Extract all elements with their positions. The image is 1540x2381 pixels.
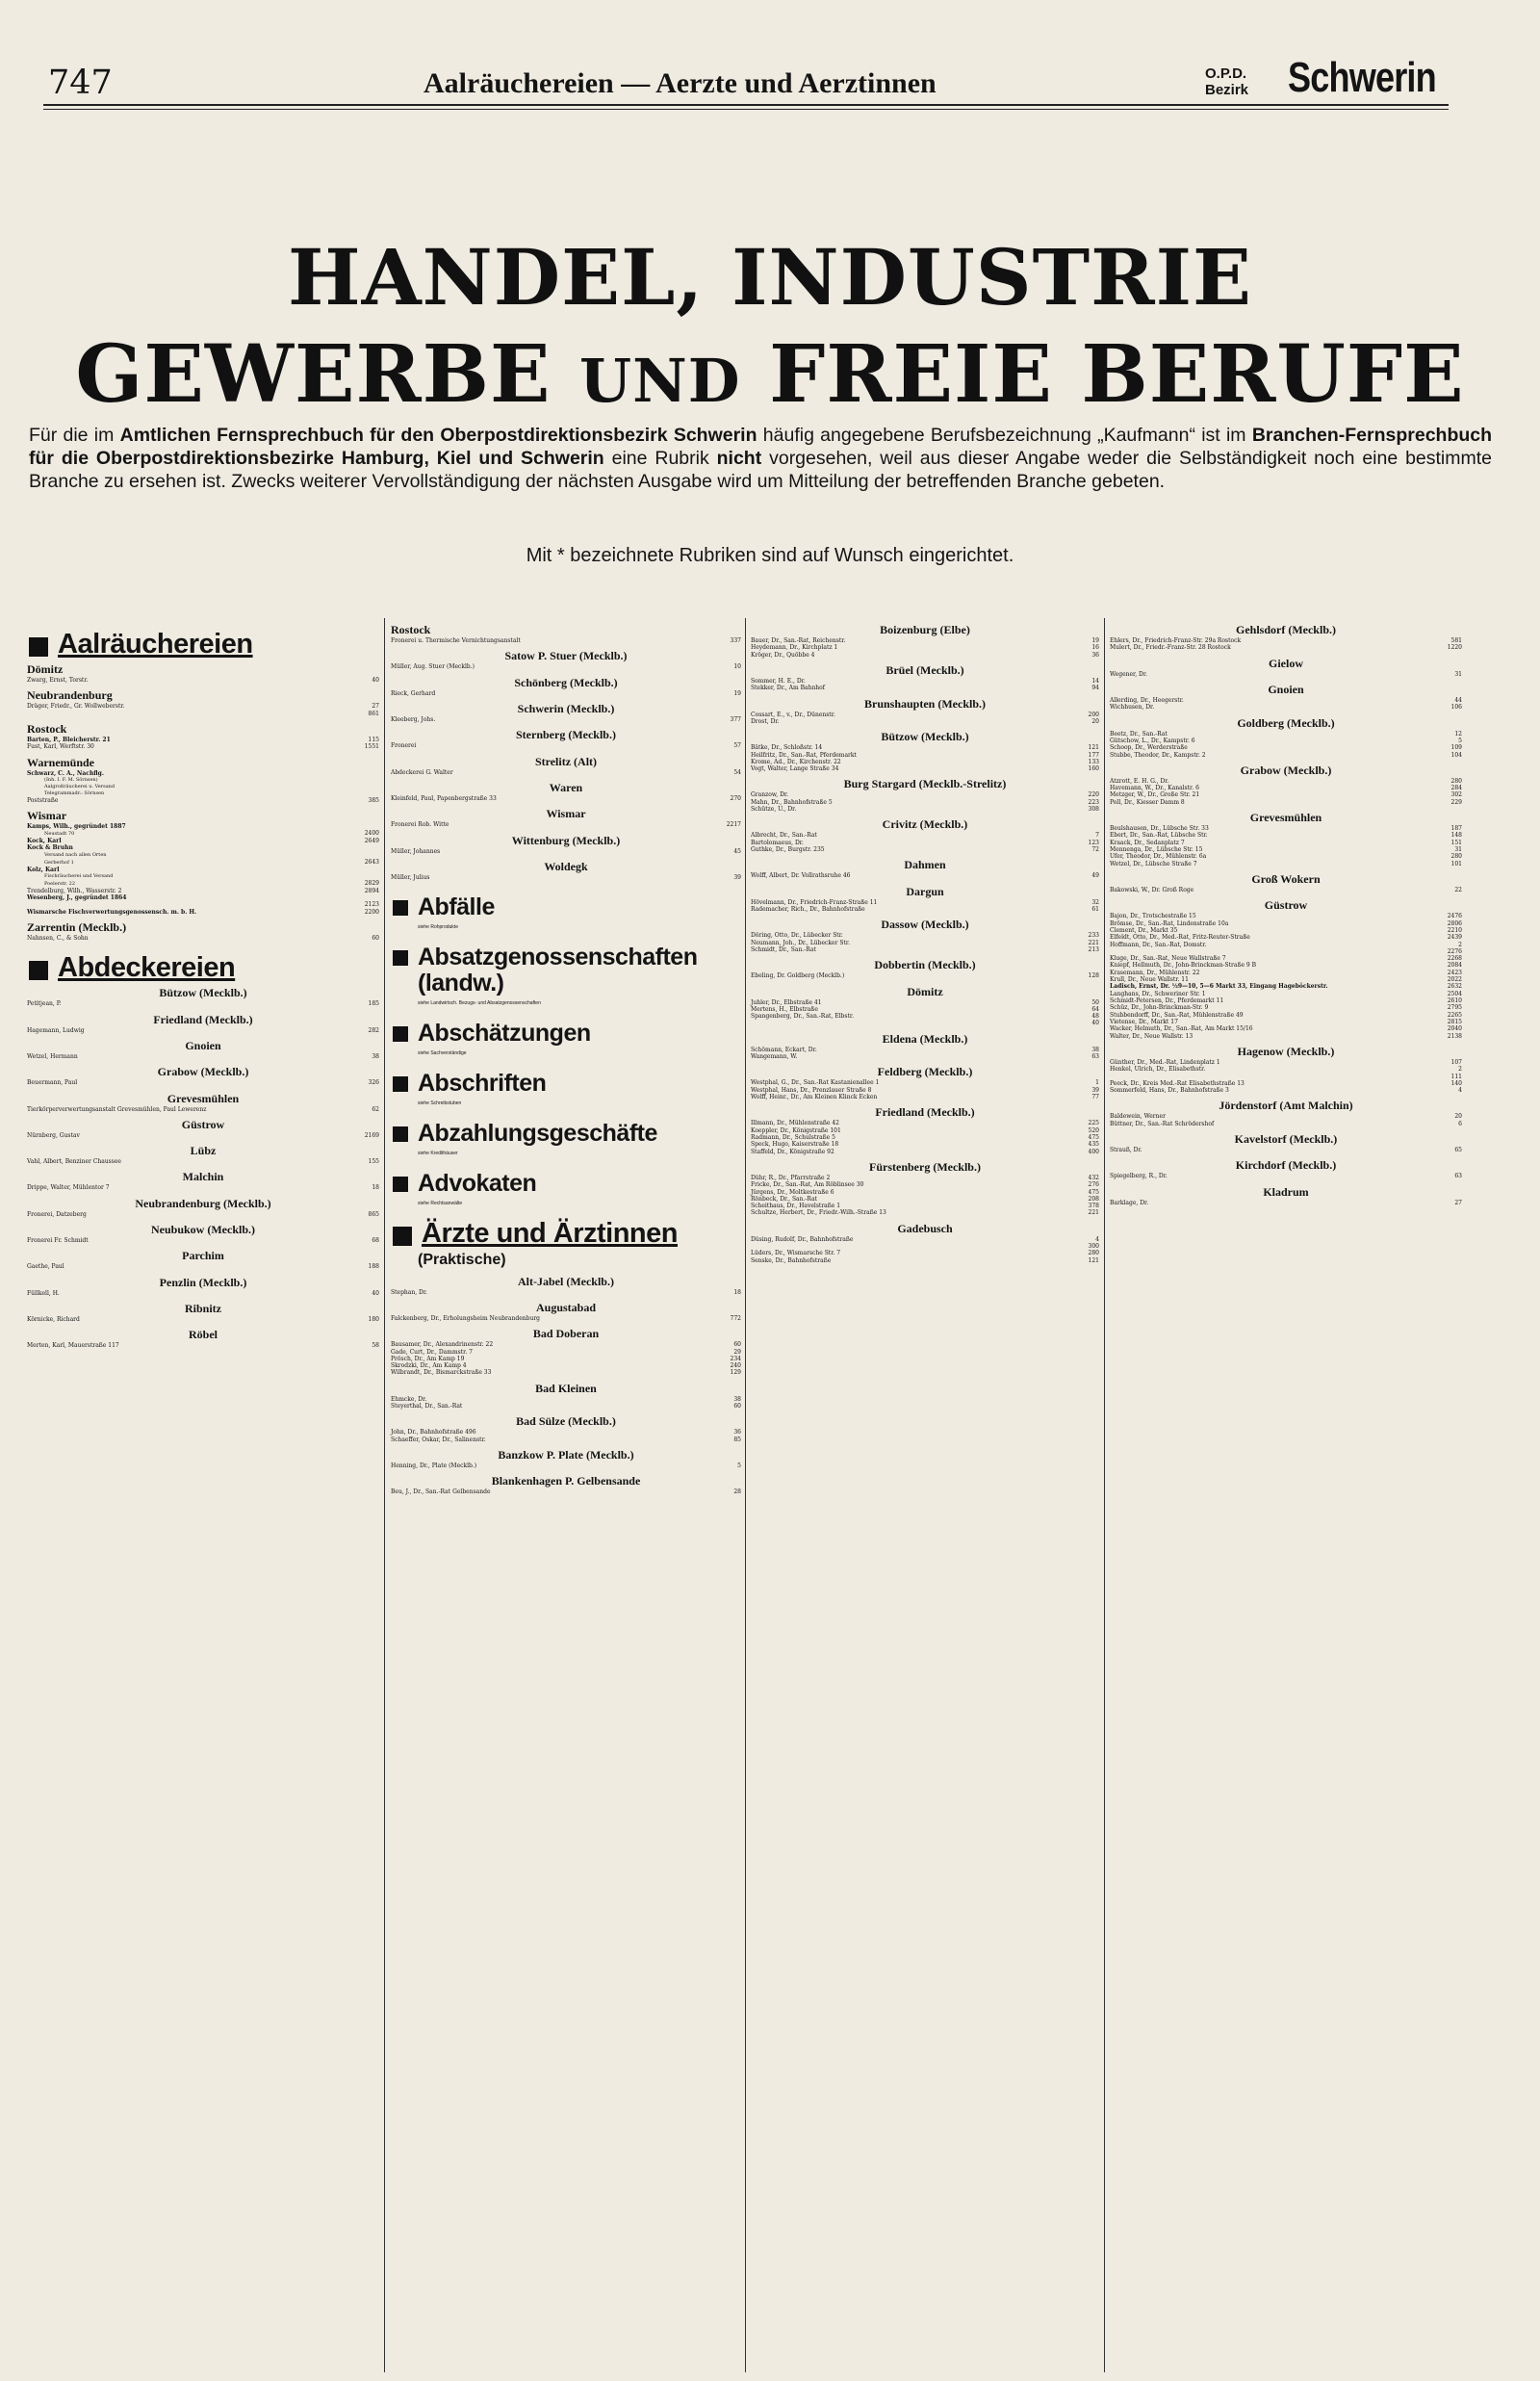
list-item: Körnicke, Richard 180 (27, 1316, 379, 1323)
list-item: Poststraße 385 (27, 796, 379, 804)
list-item: Vahl, Albert, Benziner Chaussee 155 (27, 1158, 379, 1166)
list-item: Metzger, W., Dr., Große Str. 21 302 (1110, 791, 1462, 799)
list-item: Fronerei u. Thermische Vernichtungsanstalt 337 (391, 637, 741, 644)
column-rule (1104, 618, 1105, 2372)
city-heading: Rostock (391, 623, 431, 636)
city-heading: Güstrow (1264, 898, 1308, 913)
list-item: Hoffmann, Dr., San.-Rat, Domstr. 2 (1110, 941, 1462, 948)
list-item: Kröger, Dr., Quöbbe 4 36 (751, 651, 1099, 659)
list-item: Vietense, Dr., Markt 17 2815 (1110, 1018, 1462, 1025)
list-item: Kleeberg, Johs. 377 (391, 715, 741, 723)
list-item: Strauß, Dr. 65 (1110, 1147, 1462, 1154)
section-heading: Abschätzungen (391, 1021, 741, 1047)
city-heading: Dobbertin (Mecklb.) (874, 958, 976, 972)
city-heading: Ribnitz (184, 1302, 221, 1315)
list-item: Skrodzki, Dr., Am Kamp 4 240 (391, 1362, 741, 1370)
list-item: Wetzel, Hermann 38 (27, 1052, 379, 1060)
list-item: Barklage, Dr. 27 (1110, 1199, 1462, 1206)
city-heading: Feldberg (Mecklb.) (877, 1065, 973, 1079)
see-also: siehe Landwirtsch. Bezugs- und Absatzgenossenschaften (418, 1000, 541, 1007)
city-heading: Friedland (Mecklb.) (153, 1012, 253, 1026)
list-item: Rieck, Gerhard 19 (391, 689, 741, 697)
list-item: Bajon, Dr., Trotschestraße 15 2476 (1110, 913, 1462, 920)
list-item: Zwarg, Ernst, Torstr. 40 (27, 677, 379, 684)
list-item: Beulshausen, Dr., Lübsche Str. 33 187 (1110, 825, 1462, 833)
city-heading: Boizenburg (Elbe) (880, 623, 970, 636)
list-item: Gade, Curt, Dr., Dammstr. 7 29 (391, 1348, 741, 1356)
list-item: Dräger, Friedr., Gr. Wollweberstr. 27 (27, 703, 379, 711)
list-item: Müller, Julius 39 (391, 873, 741, 881)
column-rule (384, 618, 385, 2372)
list-item: Beetz, Dr., San.-Rat 12 (1110, 730, 1462, 738)
list-item: 111 (1450, 1073, 1462, 1080)
list-item: Poelerstr. 22 2829 (44, 879, 379, 887)
list-item: Fronerei 57 (391, 742, 741, 750)
intro-paragraph: Für die im Amtlichen Fernsprechbuch für den Oberpostdirektionsbezirk Schwerin häufig angegebene Berufsbezeichnung „Kaufmann“ ist im Branchen-Fernsprechbuch für die Oberpostdirektionsbezirke Hamburg, Kiel und Schwerin eine Rubrik nicht vorgesehen, weil aus dieser Angabe weder die Selbständigkeit noch eine bestimmte Branche zu ersehen ist. Zwecks weiterer Vervollständigung der nächsten Ausgabe wird um Mitteilung der betreffenden Branche gebeten. (29, 425, 1493, 492)
list-item: Langhans, Dr., Schweriner Str. 1 2504 (1110, 990, 1462, 997)
list-item: Allerding, Dr., Heegerstr. 44 (1110, 696, 1462, 704)
section-heading: Ärzte und Ärztinnen (391, 1221, 741, 1247)
list-item: Gütschow, L., Dr., Kampstr. 6 5 (1110, 737, 1462, 744)
column-rule (745, 618, 746, 2372)
list-item: Wismarsche Fischverwertungsgenossensch. m. b. H. 2200 (27, 908, 379, 916)
city-heading: Strelitz (Alt) (534, 754, 598, 768)
list-item: Sommer, H. E., Dr. 14 (751, 677, 1099, 685)
list-item: Heydemann, Dr., Kirchplatz 1 16 (751, 644, 1099, 652)
list-item: Stekker, Dr., Am Bahnhof 94 (751, 685, 1099, 692)
column-4 (1110, 618, 1462, 2375)
city-heading: Blankenhagen P. Gelbensande (491, 1474, 641, 1488)
list-item: Peeck, Dr., Kreis Med.-Rat Elisabethstraße 13 140 (1110, 1079, 1462, 1087)
city-heading: Dahmen (904, 858, 946, 872)
city-heading: Schwerin (Mecklb.) (517, 701, 615, 715)
city-heading: Hagenow (Mecklb.) (1237, 1044, 1335, 1058)
list-item: Schüz, Dr., John-Brinckman-Str. 9 2795 (1110, 1004, 1462, 1012)
list-item: Müller, Aug. Stuer (Mecklb.) 10 (391, 663, 741, 671)
bullet-square-icon (393, 1026, 408, 1042)
header-rule (43, 104, 1449, 106)
list-item: Spiegelberg, R., Dr. 63 (1110, 1173, 1462, 1180)
bullet-square-icon (29, 637, 48, 657)
see-also: siehe Kredithäuser (418, 1150, 458, 1156)
city-heading: Eldena (Mecklb.) (882, 1031, 968, 1046)
list-item: Büttner, Dr., San.-Rat Schrödershof 6 (1110, 1120, 1462, 1127)
city-heading: Grevesmühlen (1249, 811, 1322, 825)
list-item: Spangenberg, Dr., San.-Rat, Elbstr. 48 (751, 1013, 1099, 1021)
list-item: Scheithaus, Dr., Havelstraße 1 378 (751, 1203, 1099, 1210)
city-heading: Warnemünde (27, 755, 95, 769)
city-heading: Dömitz (27, 662, 64, 676)
see-also: siehe Rohprodukte (418, 924, 458, 931)
bullet-square-icon (393, 1126, 408, 1142)
city-heading: Malchin (182, 1170, 224, 1184)
list-item: 40 (1091, 1020, 1099, 1027)
city-heading: Dömitz (907, 984, 943, 998)
list-item: Illmann, Dr., Mühlenstraße 42 225 (751, 1120, 1099, 1127)
list-item: Atzrott, E. H. G., Dr. 280 (1110, 777, 1462, 785)
city-heading: Dargun (906, 884, 944, 898)
list-item: Westphal, G., Dr., San.-Rat Kastanienallee 1 1 (751, 1079, 1099, 1087)
list-item: Petitjean, P. 185 (27, 1000, 379, 1008)
section-heading: Absatzgenossenschaften (landw.) (391, 945, 741, 996)
list-item: Fronerei, Datzeberg 865 (27, 1210, 379, 1218)
city-heading: Gehlsdorf (Mecklb.) (1236, 623, 1336, 636)
list-item: Jürgens, Dr., Moltkestraße 6 475 (751, 1188, 1099, 1196)
city-heading: Gnoien (185, 1038, 221, 1052)
list-item: 2123 (364, 901, 379, 909)
list-item: Prösch, Dr., Am Kamp 19 234 (391, 1355, 741, 1362)
bullet-square-icon (393, 1177, 408, 1192)
list-item: Vogt, Walter, Lange Straße 34 160 (751, 765, 1099, 773)
list-item: Kraack, Dr., Sedanplatz 7 151 (1110, 839, 1462, 846)
list-item: Stephan, Dr. 18 (391, 1288, 741, 1296)
section-heading: Abdeckereien (27, 955, 379, 981)
list-item: Trendelburg, Wilh., Wasserstr. 2 2894 (27, 887, 379, 894)
city-heading: Röbel (189, 1328, 218, 1342)
list-item: Koeppler, Dr., Königstraße 101 520 (751, 1126, 1099, 1134)
list-item: Fronerei Rob. Witte 2217 (391, 821, 741, 829)
city-heading: Bad Kleinen (535, 1381, 597, 1395)
list-item: Kock, Karl 2649 (27, 838, 379, 845)
city-heading: Grabow (Mecklb.) (1240, 763, 1332, 777)
section-heading: Abschriften (391, 1071, 741, 1097)
list-item: Abdeckerei G. Walter 54 (391, 768, 741, 776)
city-heading: Jördenstorf (Amt Malchin) (1219, 1099, 1353, 1113)
list-item: Schmidt-Petersen, Dr., Pferdemarkt 11 2610 (1110, 997, 1462, 1004)
list-item: Hövelmann, Dr., Friedrich-Franz-Straße 11 32 (751, 898, 1099, 906)
bullet-square-icon (393, 1227, 412, 1246)
list-item: Bätke, Dr., Schloßstr. 14 121 (751, 744, 1099, 752)
section-heading: Advokaten (391, 1171, 741, 1197)
list-item: Bausamer, Dr., Alexandrinenstr. 22 60 (391, 1341, 741, 1349)
asterisk-note: Mit * bezeichnete Rubriken sind auf Wunsch eingerichtet. (526, 545, 1014, 566)
city-heading: Sternberg (Mecklb.) (516, 728, 616, 742)
list-item: Kniepf, Hellmuth, Dr., John-Brinckman-Straße 9 B 2084 (1110, 962, 1462, 970)
list-item: Beuermann, Paul 326 (27, 1079, 379, 1087)
list-item: Kluge, Dr., San.-Rat, Neue Wallstraße 7 2268 (1110, 955, 1462, 963)
list-item: Henkel, Ulrich, Dr., Elisabethstr. 2 (1110, 1066, 1462, 1074)
list-item: Wangemann, W. 63 (751, 1053, 1099, 1061)
list-item: Kleinfeld, Paul, Papenbergstraße 33 270 (391, 794, 741, 802)
list-item: Schwarz, C. A., Nachflg. (27, 769, 104, 777)
list-item: Ehmcke, Dr. 38 (391, 1395, 741, 1403)
list-item: Neustadt 70 2400 (44, 830, 379, 838)
city-heading: Rostock (27, 721, 67, 736)
list-item: Wolff, Albert, Dr. Vollrathsruhe 46 49 (751, 872, 1099, 880)
see-also: siehe Rechtsanwälte (418, 1200, 463, 1206)
section-heading: Abzahlungsgeschäfte (391, 1121, 741, 1147)
list-item: Wolff, Heinr., Dr., Am Kleinen Klinck Ecken 77 (751, 1094, 1099, 1100)
column-3 (751, 618, 1099, 2375)
city-heading: Friedland (Mecklb.) (875, 1105, 975, 1120)
list-item: Dühr, R., Dr., Pfarrstraße 2 432 (751, 1174, 1099, 1181)
city-heading: Parchim (182, 1249, 224, 1263)
city-heading: Penzlin (Mecklb.) (159, 1275, 247, 1289)
list-item: Schoop, Dr., Werderstraße 109 (1110, 744, 1462, 752)
city-heading: Wismar (27, 808, 67, 822)
list-item: 861 (368, 710, 379, 717)
header-rule-thin (43, 109, 1449, 110)
list-item: Fricke, Dr., San.-Rat, Am Röblinsee 30 276 (751, 1181, 1099, 1189)
section-heading: Abfälle (391, 894, 741, 920)
list-item: 2276 (1447, 947, 1462, 955)
list-item: Schaeffer, Oskar, Dr., Salinenstr. 85 (391, 1436, 741, 1443)
list-item: Gaethe, Paul 188 (27, 1263, 379, 1271)
city-heading: Kavelstorf (Mecklb.) (1234, 1132, 1338, 1147)
list-item: Fronerei Fr. Schmidt 68 (27, 1237, 379, 1245)
see-also: siehe Schreibstuben (418, 1100, 462, 1106)
list-item: Barten, P., Bleicherstr. 21 115 (27, 736, 379, 743)
list-item: Wilbrandt, Dr., Bismarckstraße 33 129 (391, 1369, 741, 1377)
section-subheading: (Praktische) (418, 1251, 506, 1268)
city-heading: Gadebusch (897, 1221, 953, 1235)
list-item: Mennenga, Dr., Lübsche Str. 15 31 (1110, 846, 1462, 853)
city-heading: Zarrentin (Mecklb.) (27, 919, 127, 934)
list-item: Radmann, Dr., Schulstraße 5 475 (751, 1133, 1099, 1141)
list-item: Staffeld, Dr., Königstraße 92 400 (751, 1148, 1099, 1155)
city-heading: Fürstenberg (Mecklb.) (869, 1159, 981, 1174)
list-item: Wetzel, Dr., Lübsche Straße 7 101 (1110, 860, 1462, 867)
list-item: Heilfritz, Dr., San.-Rat, Pferdemarkt 177 (751, 751, 1099, 759)
list-item: Kamps, Wilh., gegründet 1887 (27, 822, 126, 830)
list-item: Drost, Dr. 20 (751, 717, 1099, 725)
city-heading: Bad Doberan (532, 1327, 600, 1341)
bullet-square-icon (393, 900, 408, 916)
list-item: Ehlers, Dr., Friedrich-Franz-Str. 29a Rostock 581 (1110, 637, 1462, 644)
running-header (0, 0, 1540, 114)
list-item: Cossart, E., v., Dr., Dünenstr. 200 (751, 711, 1099, 718)
list-item: Baldewein, Werner 20 (1110, 1113, 1462, 1121)
bullet-square-icon (29, 961, 48, 980)
city-heading: Gnoien (1268, 682, 1304, 696)
city-heading: Grabow (Mecklb.) (157, 1065, 249, 1079)
city-heading: Bad Sülze (Mecklb.) (516, 1414, 616, 1429)
list-item: Steyerthal, Dr., San.-Rat 60 (391, 1403, 741, 1410)
city-heading: Bützow (Mecklb.) (159, 986, 247, 1000)
city-heading: Güstrow (181, 1117, 225, 1131)
list-item: Wegener, Dr. 31 (1110, 670, 1462, 678)
list-item: Beu, J., Dr., San.-Rat Gelbensande 28 (391, 1488, 741, 1496)
list-item: Günther, Dr., Med.-Rat, Lindenplatz 1 107 (1110, 1058, 1462, 1066)
list-item: Brömse, Dr., San.-Rat, Lindenstraße 10a 2806 (1110, 919, 1462, 927)
list-item: 300 (1088, 1243, 1099, 1251)
page-number: 747 (48, 64, 113, 102)
city-heading: Brunshaupten (Mecklb.) (863, 696, 987, 711)
city-heading: Schönberg (Mecklb.) (514, 675, 618, 689)
city-heading: Neubukow (Mecklb.) (150, 1223, 255, 1237)
list-item: John, Dr., Bahnhofstraße 496 36 (391, 1429, 741, 1436)
list-item: Ufer, Theodor, Dr., Mühlenstr. 6a 280 (1110, 853, 1462, 861)
list-item: Drippe, Walter, Mühlentor 7 18 (27, 1184, 379, 1192)
list-item: Hagemann, Ludwig 282 (27, 1026, 379, 1034)
bullet-square-icon (393, 1076, 408, 1092)
list-item: Krasemann, Dr., Mühlenstr. 22 2423 (1110, 969, 1462, 976)
list-item: Schütze, U., Dr. 308 (751, 806, 1099, 814)
list-item: Schmidt, Dr., San.-Rat 213 (751, 945, 1099, 953)
city-heading: Goldberg (Mecklb.) (1237, 715, 1335, 730)
main-headline: HANDEL, INDUSTRIE GEWERBE UND FREIE BERUFE (75, 232, 1465, 421)
list-item: Merten, Karl, Mauerstraße 117 58 (27, 1342, 379, 1350)
list-item: Fust, Karl, Werftstr. 30 1551 (27, 743, 379, 751)
list-item: Speck, Hugo, Kaiserstraße 18 435 (751, 1141, 1099, 1149)
list-item: Granzow, Dr. 220 (751, 791, 1099, 799)
list-item: Stubbendorff, Dr., San.-Rat, Mühlenstraße 49 2265 (1110, 1011, 1462, 1019)
city-heading: Wismar (546, 807, 586, 821)
district-label: O.P.D. Bezirk (1205, 65, 1249, 98)
section-heading: Aalräuchereien (27, 632, 379, 658)
list-item: Ebeling, Dr. Goldberg (Mecklb.) 128 (751, 972, 1099, 980)
list-item: Poll, Dr., Kiesser Damm 8 229 (1110, 798, 1462, 806)
column-1: Aalräuchereien Dömitz Zwarg, Ernst, Torstr. 40 Neubrandenburg Dräger, Friedr., Gr. Wollweberstr. 27 861 Rostock Barten, P., Bleicherstr. 21 115 Fust, Karl, Werftstr. 30 1551 Warnemünde Schwarz, C. A., Nachflg. (Inh. I. F. M. Sörnsen) Aalgroßräucherei u. Versand Telegrammadr.: Sörnsen Poststraße 385 Wismar Kamps, Wilh., gegründet 1887 Neustadt 70 2400 Kock, Karl 2649 Kock & Bruhn Versand nach allen Orten Gerberhof 1 2643 Kolz, Karl Fischräucherei und Versand Poelerstr. 22 2829 Trendelburg, Wilh., Wasserstr. 2 2894 Wesenberg, J., gegründet 1864 2123 Wismarsche Fischverwertungsgenossensch. m. b. H. 2200 Zarrentin (Mecklb.) Nahnsen, C., & Sohn 60 Abdeckereien Bützow (Mecklb.) Petitjean, P. 185 Friedland (Mecklb.) Hagemann, Ludwig 282 Gnoien Wetzel, Hermann 38 Grabow (Mecklb.) Beuermann, Paul 326 Grevesmühlen Tierkörperverwertungsanstalt Grevesmühlen, Paul Lewerenz 62 Güstrow Nürnberg, Gustav 2169 Lübz Vahl, Albert, Benziner Chaussee 155 Malchin Drippe, Walter, Mühlentor 7 18 Neubrandenburg (Mecklb.) Fronerei, Datzeberg 865 Neubukow (Mecklb.) Fronerei Fr. Schmidt 68 Parchim Gaethe, Paul 188 Penzlin (Mecklb.) Füllkell, H. 40 Ribnitz Körnicke, Richard 180 Röbel Merten, Karl, Mauerstraße 117 58 (27, 629, 379, 1350)
city-heading: Bützow (Mecklb.) (881, 730, 969, 744)
list-item: Havemann, W., Dr., Kanalstr. 6 284 (1110, 785, 1462, 792)
list-item: Füllkell, H. 40 (27, 1289, 379, 1297)
list-item: Ebert, Dr., San.-Rat, Lübsche Str. 148 (1110, 832, 1462, 840)
city-heading: Neubrandenburg (Mecklb.) (135, 1196, 271, 1210)
see-also: siehe Sachverständige (418, 1049, 467, 1056)
list-item: Ladisch, Ernst, Dr. ½9—10, 5—6 Markt 33, Eingang Hageböckerstr. 2632 (1110, 983, 1462, 991)
city-heading: Kladrum (1263, 1184, 1309, 1199)
list-item: Tierkörperverwertungsanstalt Grevesmühlen, Paul Lewerenz 62 (27, 1105, 379, 1113)
list-item: Wichhusen, Dr. 106 (1110, 704, 1462, 712)
column-2 (391, 618, 741, 2375)
city-heading: Burg Stargard (Mecklb.-Strelitz) (843, 777, 1007, 791)
list-item: Kolz, Karl (27, 866, 60, 873)
list-item: Nahnsen, C., & Sohn 60 (27, 934, 379, 942)
city-heading: Alt-Jabel (Mecklb.) (518, 1274, 614, 1288)
list-item: Guthke, Dr., Burgstr. 235 72 (751, 846, 1099, 853)
city-heading: Crivitz (Mecklb.) (882, 817, 968, 832)
list-item: Falckenberg, Dr., Erholungsheim Neubrandenburg 772 (391, 1314, 741, 1322)
list-item: Wesenberg, J., gegründet 1864 (27, 894, 127, 901)
list-item: Henning, Dr., Plate (Mecklb.) 5 (391, 1462, 741, 1469)
district-name: Schwerin (1288, 54, 1436, 101)
list-item: Mahn, Dr., Bahnhofstraße 5 223 (751, 798, 1099, 806)
list-item: Neumann, Joh., Dr., Lübecker Str. 221 (751, 939, 1099, 946)
list-item: Rönbeck, Dr., San.-Rat 208 (751, 1195, 1099, 1203)
list-item: Juhler, Dr., Elbstraße 41 50 (751, 998, 1099, 1006)
city-heading: Grevesmühlen (167, 1091, 240, 1105)
city-heading: Augustabad (535, 1300, 597, 1314)
list-item: Walter, Dr., Neue Wallstr. 13 2138 (1110, 1032, 1462, 1040)
city-heading: Banzkow P. Plate (Mecklb.) (498, 1448, 634, 1462)
list-item: Wacker, Helmuth, Dr., San.-Rat, Am Markt 15/16 2040 (1110, 1025, 1462, 1033)
list-item: Nürnberg, Gustav 2169 (27, 1131, 379, 1139)
list-item: Albrecht, Dr., San.-Rat 7 (751, 832, 1099, 840)
city-heading: Dassow (Mecklb.) (881, 918, 969, 932)
list-item: Bartolomaeus, Dr. 123 (751, 839, 1099, 846)
city-heading: Neubrandenburg (27, 688, 113, 703)
list-item: Mulert, Dr., Friedr.-Franz-Str. 28 Rostock 1220 (1110, 644, 1462, 652)
list-item: Westphal, Hans, Dr., Prenzlauer Straße 8 39 (751, 1086, 1099, 1094)
list-item: Stubbe, Theodor, Dr., Kampstr. 2 104 (1110, 751, 1462, 759)
list-item: Mertens, H., Elbstraße 64 (751, 1005, 1099, 1013)
city-heading: Gielow (1269, 656, 1303, 670)
list-item: Bauer, Dr., San.-Rat, Reichenstr. 19 (751, 637, 1099, 644)
list-item: Düsing, Rudolf, Dr., Bahnhofstraße 4 (751, 1235, 1099, 1243)
list-item: Clement, Dr., Markt 35 2210 (1110, 926, 1462, 934)
list-item: Senske, Dr., Bahnhofstraße 121 (751, 1256, 1099, 1264)
city-heading: Kirchdorf (Mecklb.) (1235, 1158, 1337, 1173)
list-item: Krome, Ad., Dr., Kirchenstr. 22 133 (751, 758, 1099, 765)
city-heading: Brüel (Mecklb.) (886, 662, 964, 677)
list-item: Elfeldt, Otto, Dr., Med.-Rat, Fritz-Reuter-Straße 2439 (1110, 934, 1462, 942)
list-item: Schömann, Eckart, Dr. 38 (751, 1046, 1099, 1053)
city-heading: Groß Wokern (1251, 871, 1321, 886)
list-item: Schultze, Herbert, Dr., Friedr.-Wilh.-Straße 13 221 (751, 1209, 1099, 1217)
city-heading: Wittenburg (Mecklb.) (511, 833, 621, 847)
list-item: Gerberhof 1 2643 (44, 858, 379, 866)
list-item: Lüders, Dr., Wismarsche Str. 7 280 (751, 1250, 1099, 1257)
list-item: Krull, Dr., Neue Wallstr. 11 2022 (1110, 976, 1462, 984)
list-item: Sommerfeld, Hans, Dr., Bahnhofstraße 3 4 (1110, 1087, 1462, 1095)
city-heading: Woldegk (544, 859, 588, 873)
bullet-square-icon (393, 950, 408, 966)
list-item: Müller, Johannes 45 (391, 847, 741, 855)
list-item: Bakowski, W., Dr. Groß Roge 22 (1110, 886, 1462, 893)
list-item: Kock & Bruhn (27, 844, 73, 852)
city-heading: Waren (549, 780, 583, 794)
list-item: Rademacher, Rich., Dr., Bahnhofstraße 61 (751, 905, 1099, 913)
list-item: Döring, Otto, Dr., Lübecker Str. 233 (751, 932, 1099, 940)
city-heading: Lübz (190, 1144, 217, 1158)
city-heading: Satow P. Stuer (Mecklb.) (504, 649, 628, 663)
running-title: Aalräuchereien — Aerzte und Aerztinnen (424, 67, 937, 99)
